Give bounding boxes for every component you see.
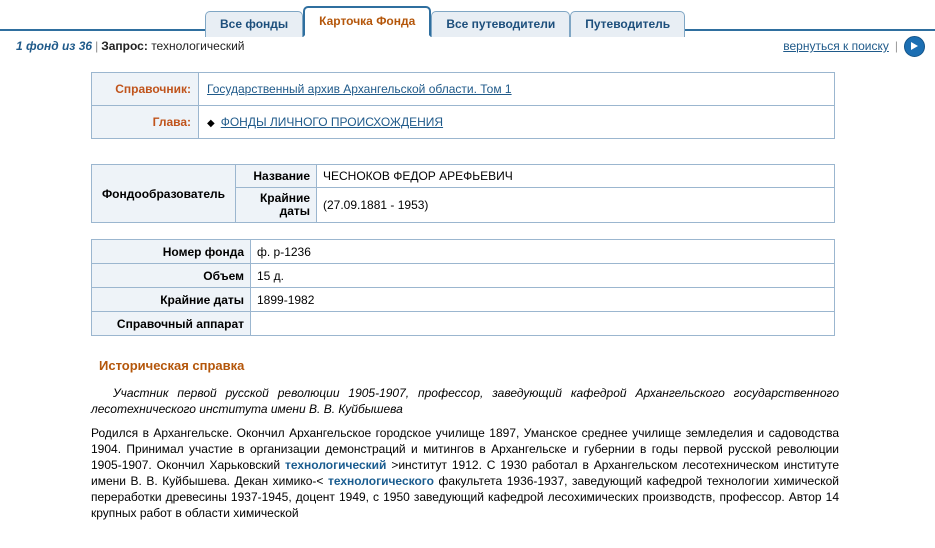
table-row bbox=[92, 73, 835, 106]
founder-dates-value: (27.09.1881 - 1953) bbox=[317, 188, 835, 223]
fund-dates-label: Крайние даты bbox=[92, 288, 251, 312]
founder-name-label: Название bbox=[236, 165, 317, 188]
table-row bbox=[92, 106, 835, 139]
reference-table bbox=[91, 72, 835, 139]
table-row bbox=[92, 165, 835, 188]
query-separator: | bbox=[95, 39, 99, 53]
back-to-search-link[interactable]: вернуться к поиску bbox=[783, 39, 889, 53]
tab-guide[interactable]: Путеводитель bbox=[570, 11, 685, 37]
query-bar-right bbox=[783, 34, 925, 58]
result-count: 1 фонд из 36 bbox=[16, 39, 93, 53]
query-label: Запрос: bbox=[101, 39, 148, 53]
historical-note-body bbox=[91, 425, 839, 521]
table-row bbox=[92, 288, 835, 312]
founder-table bbox=[91, 164, 835, 223]
table-row bbox=[92, 312, 835, 336]
tab-all-guides[interactable]: Все путеводители bbox=[431, 11, 570, 37]
history-body-part-3: факультета 1936-1937, заведующий кафедрой технологии химической переработки древесины 1937-1945, доцент 1949, с 1950 заведующий кафедрой лесохимических производств, профессор. Автор 14 крупных работ в области химической bbox=[91, 474, 839, 520]
fund-volume-value: 15 д. bbox=[251, 264, 835, 288]
historical-note bbox=[91, 358, 839, 521]
tab-all-funds[interactable]: Все фонды bbox=[205, 11, 303, 37]
tab-bar bbox=[0, 0, 935, 31]
query-value: технологический bbox=[151, 39, 245, 53]
arrow-right-icon[interactable] bbox=[904, 36, 925, 57]
history-highlight-2: технологического bbox=[327, 474, 434, 488]
table-row bbox=[92, 240, 835, 264]
fund-volume-label: Объем bbox=[92, 264, 251, 288]
handbook-value bbox=[199, 73, 835, 106]
table-row bbox=[92, 264, 835, 288]
fund-number-label: Номер фонда bbox=[92, 240, 251, 264]
tab-fund-card[interactable]: Карточка Фонда bbox=[303, 6, 431, 37]
founder-row-header: Фондообразователь bbox=[92, 165, 236, 223]
query-bar bbox=[0, 31, 935, 55]
historical-note-title: Историческая справка bbox=[99, 358, 245, 373]
historical-note-lead: Участник первой русской революции 1905-1907, профессор, заведующий кафедрой Архангельского государственного лесотехнического института имени В. В. Куйбышева bbox=[91, 386, 839, 416]
chapter-value bbox=[199, 106, 835, 139]
query-right-pipe: | bbox=[894, 39, 898, 53]
handbook-label: Справочник: bbox=[92, 73, 199, 106]
fund-number-value: ф. р-1236 bbox=[251, 240, 835, 264]
founder-name-value: ЧЕСНОКОВ ФЕДОР АРЕФЬЕВИЧ bbox=[317, 165, 835, 188]
fund-card-content bbox=[0, 72, 935, 521]
bullet-icon: ◆ bbox=[207, 118, 215, 129]
fund-dates-value: 1899-1982 bbox=[251, 288, 835, 312]
fund-apparatus-label: Справочный аппарат bbox=[92, 312, 251, 336]
history-body-part-2: >институт 1912. С 1930 работал в Архангельском лесотехническом институте имени В. В. Куйбышева. Декан химико-< bbox=[91, 458, 839, 488]
founder-dates-label: Крайние даты bbox=[236, 188, 317, 223]
history-highlight-1: технологический bbox=[284, 458, 387, 472]
handbook-link[interactable]: Государственный архив Архангельской области. Том 1 bbox=[207, 82, 512, 96]
fund-apparatus-value bbox=[251, 312, 835, 336]
history-body-part-1: Родился в Архангельске. Окончил Архангельское городское училище 1897, Уманское среднее училище земледелия и садоводства 1904. Принимал участие в организации демонстраций и митингов в Архангельске и губернии в годы первой русской революции 1905-1907. Окончил Харьковский bbox=[91, 426, 839, 472]
fund-properties-table bbox=[91, 239, 835, 336]
chapter-link[interactable]: ФОНДЫ ЛИЧНОГО ПРОИСХОЖДЕНИЯ bbox=[220, 115, 444, 129]
chapter-label: Глава: bbox=[92, 106, 199, 139]
